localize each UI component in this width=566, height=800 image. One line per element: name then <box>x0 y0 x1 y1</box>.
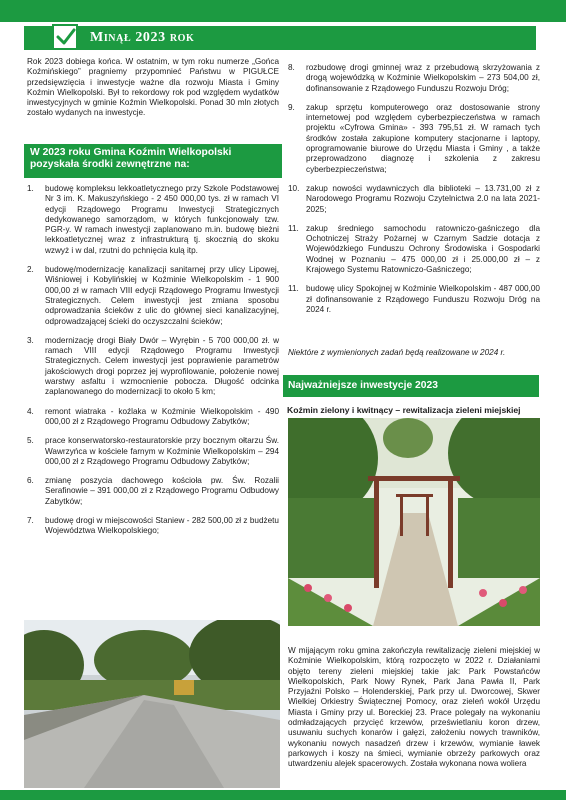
list-item <box>288 284 540 315</box>
list-item-text: zakup średniego samochodu ratowniczo-gaśniczego dla Ochotniczej Straży Pożarnej w Czarnym Sadzie dotacja z Wojewódzkiego Funduszu Ochrony Środowiska i Gospodarki Wodnej w Poznaniu – 475 000,00 zł i 25.000,00 zł – z Krajowego Systemu Ratowniczo-Gaśniczego; <box>306 223 540 275</box>
list-item-number: 6. <box>27 476 34 486</box>
funds-list-right <box>288 63 540 324</box>
bottom-green-bar <box>0 790 566 800</box>
list-item-text: rozbudowę drogi gminnej wraz z przebudową skrzyżowania z drogą wojewódzką w Koźminie Wielkopolskim – 273 504,00 zł, dofinansowanie z Rządowego Funduszu Rozwoju Dróg; <box>306 63 540 93</box>
list-item-text: budowę drogi w miejscowości Staniew - 282 500,00 zł z budżetu Województwa Wielkopolskiego; <box>45 516 279 536</box>
investments-heading: Najważniejsze inwestycje 2023 <box>283 375 539 397</box>
list-item <box>27 516 279 537</box>
funds-heading: W 2023 roku Gmina Koźmin Wielkopolski pozyskała środki zewnętrzne na: <box>24 144 282 178</box>
list-item <box>288 184 540 215</box>
list-item-number: 2. <box>27 265 34 275</box>
list-item-text: remont wiatraka - koźlaka w Koźminie Wielkopolskim - 490 000,00 zł z Rządowego Programu Odbudowy Zabytków; <box>45 406 279 426</box>
list-item-number: 1. <box>27 184 34 193</box>
investment-paragraph: W mijającym roku gmina zakończyła rewitalizację zieleni miejskiej w Koźminie Wielkopolskim, którą rozpoczęto w 2022 r. Działaniami objęto tereny zieleni miejskiej takie jak: Park Powstańców Wielkopolskich, Park Nowy Rynek, Park Jana Pawła II, Park Przyjaźni Polsko – Holenderskiej, Park przy ul. Dworcowej, Skwer Wielkiej Orkiestry Świątecznej Pomocy, oraz zieleń wokół Urzędu Miasta i Gminy przy ul. Boreckiej 23. Prace polegały na wykonaniu odmładzających przycięć krzewów, prześwietlaniu koron drzew, usuwaniu suchych konarów i gałęzi, założeniu nowych trawników, wykonaniu nowych nasadzeń drzew i krzewów, wymianie ławek parkowych i koszy na śmieci, wymianie obrzeży parkowych oraz utwardzeniu alejek spacerowych. Została wykonana nowa woliera <box>288 646 540 769</box>
intro-paragraph: Rok 2023 dobiega końca. W ostatnim, w tym roku numerze „Gońca Koźmińskiego” pragniemy przypomnieć Państwu w PIGUŁCE przedsięwzięcia i inwestycje ważne dla rozwoju Miasta i Gminy Koźmin Wielkopolski. Był to rekordowy rok pod względem wydatków inwestycyjnych w gminie Koźmin Wielkopolski. Ponad 30 mln złotych zostało wydanych na inwestycje. <box>27 57 279 118</box>
list-item-number: 8. <box>288 63 295 72</box>
list-item-text: budowę ulicy Spokojnej w Koźminie Wielkopolskim - 487 000,00 zł dofinansowanie z Rządowego Funduszu Rozwoju Dróg na 2024 r. <box>306 284 540 314</box>
investment-subtitle: Koźmin zielony i kwitnący – rewitalizacja zieleni miejskiej <box>287 405 521 415</box>
page-title: Minął 2023 rok <box>90 30 195 45</box>
list-item <box>27 336 279 398</box>
list-item-text: modernizację drogi Biały Dwór – Wyrębin - 5 700 000,00 zł. w ramach VIII edycji Rządowego Programu Inwestycji Strategicznych. Celem inwestycji jest poprawienie parametrów jakościowych drogi poprzez jej wyprofilowanie, położenie nowej warstwy asfaltu i wzmocnienie pobocza. Długość odcinka zaplanowanego do modernizacji to około 5 km; <box>45 335 279 397</box>
list-item-number: 10. <box>288 183 300 193</box>
list-item-text: prace konserwatorsko-restauratorskie przy bocznym ołtarzu Św. Wawrzyńca w kościele farnym w Koźminie Wielkopolskim – 294 000,00 zł z Rządowego Programu Odbudowy Zabytków; <box>45 436 279 466</box>
list-item-number: 11. <box>288 284 299 294</box>
list-item-number: 4. <box>27 406 34 416</box>
list-item-number: 9. <box>288 102 295 112</box>
list-item-number: 5. <box>27 436 34 446</box>
realization-note: Niektóre z wymienionych zadań będą realizowane w 2024 r. <box>288 348 506 357</box>
funds-list-left <box>27 184 279 546</box>
list-item <box>27 476 279 507</box>
list-item <box>288 103 540 175</box>
list-item-number: 7. <box>27 516 34 526</box>
checkmark-icon <box>52 24 78 50</box>
list-item-text: zakup sprzętu komputerowego oraz dostosowanie strony internetowej pod względem cyberbezpieczeństwa w ramach projektu «Cyfrowa Gmina» - 393 795,51 zł. W ramach tych środków została zakupione komputery stacjonarne i laptopy, oprogramowanie biurowe do Urzędu Miasta i Gminy , a także przeprowadzono diagnozę i szkolenia z zakresu cyberbezpieczeństwa; <box>306 102 540 174</box>
list-item-text: zakup nowości wydawniczych dla biblioteki – 13.731,00 zł z Narodowego Programu Rozwoju Czytelnictwa 2.0 na lata 2021-2025; <box>306 183 540 214</box>
list-item <box>27 407 279 428</box>
road-construction-photo <box>24 620 280 788</box>
list-item <box>288 63 540 94</box>
park-alley-photo <box>288 418 540 626</box>
list-item-text: budowę/modernizację kanalizacji sanitarnej przy ulicy Lipowej, Wiśniowej i Kobylińskiej w Koźminie Wielkopolskim - 1 900 000,00 zł w ramach VIII edycji Rządowego Programu Inwestycji Strategicznych. Celem inwestycji jest zmiana sposobu odprowadzania ścieków z ulic do głównej sieci kanalizacyjnej, odprowadzającej ścieki do oczyszczalni ścieków; <box>45 265 279 326</box>
list-item-number: 11. <box>288 223 299 233</box>
list-item-text: zmianę poszycia dachowego kościoła pw. Św. Rozalii Serafinowie – 391 000,00 zł z Rządowego Programu Odbudowy Zabytków; <box>45 476 279 506</box>
top-green-bar <box>0 0 566 22</box>
list-item <box>27 184 279 256</box>
list-item-number: 3. <box>27 335 34 345</box>
list-item <box>288 224 540 275</box>
list-item <box>27 436 279 467</box>
list-item-text: budowę kompleksu lekkoatletycznego przy Szkole Podstawowej Nr 3 im. K. Makuszyńskiego - 2 450 000,00 tys. zł w ramach VI edycji Rządowego Programu Inwestycji Strategicznych dedykowanego samorządom, w których funkcjonowały tzw. PGR-y. W ramach inwestycji zaplanowano m.in. budowę bieżni lekkoatletycznej wraz z infrastrukturą tj. skocznią do skoku wzwyż i w dal, rzutni do pchnięcia kulą itp. <box>45 184 279 255</box>
list-item <box>27 265 279 327</box>
